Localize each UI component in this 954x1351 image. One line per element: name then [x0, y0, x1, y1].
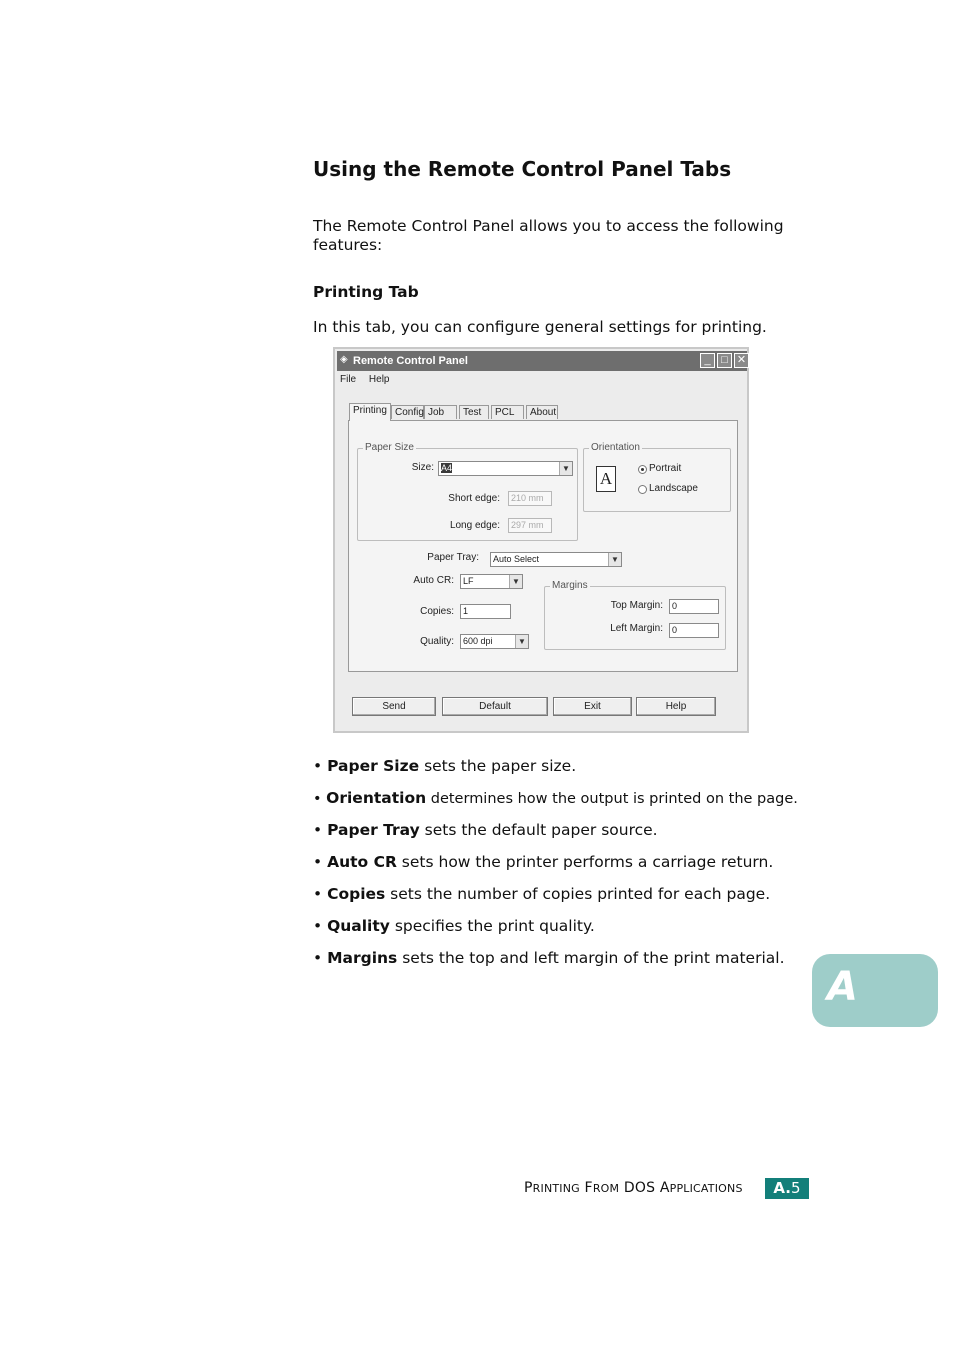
bullet-text: determines how the output is printed on the page.	[426, 791, 798, 807]
bullet-quality: • Quality specifies the print quality.	[313, 917, 595, 935]
orientation-group	[583, 442, 731, 512]
paper-tray-label: Paper Tray:	[427, 552, 479, 563]
copies-label: Copies:	[420, 606, 454, 617]
menu-help[interactable]: Help	[368, 374, 390, 385]
footer-title	[524, 1180, 743, 1196]
chevron-down-icon: ▼	[559, 462, 572, 475]
intro-paragraph: The Remote Control Panel allows you to access the following features:	[313, 217, 784, 254]
bullet-paper-size: • Paper Size sets the paper size.	[313, 757, 577, 775]
quality-value: 600 dpi	[463, 636, 493, 646]
app-icon: ◈	[340, 354, 348, 365]
menu-file[interactable]: File	[340, 374, 357, 385]
bullet-term: Quality	[327, 917, 390, 935]
quality-label: Quality:	[420, 636, 454, 647]
margins-group	[544, 580, 726, 650]
paper-tray-select[interactable]	[490, 552, 622, 567]
auto-cr-value: LF	[463, 576, 474, 586]
bullet-term: Copies	[327, 885, 386, 903]
tab-config[interactable]: Config	[391, 405, 424, 419]
footer-word: FROM	[584, 1180, 620, 1196]
bullet-margins: • Margins sets the top and left margin of the print material.	[313, 949, 785, 967]
footer-word: APPLICATIONS	[659, 1180, 743, 1196]
portrait-page-icon: A	[596, 466, 616, 492]
long-edge-field: 297 mm	[508, 518, 552, 533]
help-button[interactable]: Help	[636, 697, 716, 716]
landscape-label: Landscape	[649, 483, 698, 494]
top-margin-field[interactable]: 0	[669, 599, 719, 614]
left-margin-field[interactable]: 0	[669, 623, 719, 638]
paper-tray-value: Auto Select	[493, 554, 540, 564]
bullet-term: Auto CR	[327, 853, 397, 871]
copies-field[interactable]: 1	[460, 604, 511, 619]
size-value: A4	[441, 463, 453, 473]
short-edge-field: 210 mm	[508, 491, 552, 506]
bullet-term: Orientation	[326, 789, 427, 807]
exit-button[interactable]: Exit	[553, 697, 632, 716]
bullet-term: Paper Tray	[327, 821, 420, 839]
quality-select[interactable]	[460, 634, 529, 649]
menu-bar	[340, 374, 399, 385]
page-heading: Using the Remote Control Panel Tabs	[313, 157, 732, 181]
long-edge-label: Long edge:	[449, 520, 500, 531]
bullet-copies: • Copies sets the number of copies printed for each page.	[313, 885, 771, 903]
footer-word: PRINTING	[524, 1180, 580, 1196]
printing-tab-pane	[348, 420, 738, 672]
margins-group-label: Margins	[552, 580, 588, 591]
bullet-orientation: • Orientation determines how the output is printed on the page.	[313, 789, 798, 807]
bullet-text: sets the number of copies printed for each page.	[385, 885, 771, 903]
portrait-radio[interactable]	[638, 465, 647, 474]
tab-printing[interactable]: Printing	[349, 403, 391, 421]
bullet-text: sets how the printer performs a carriage return.	[396, 853, 774, 871]
printing-tab-heading: Printing Tab	[313, 283, 419, 301]
send-button[interactable]: Send	[352, 697, 436, 716]
chevron-down-icon: ▼	[608, 553, 621, 566]
bullet-text: sets the default paper source.	[419, 821, 658, 839]
auto-cr-label: Auto CR:	[413, 575, 454, 586]
left-margin-label: Left Margin:	[610, 623, 663, 634]
remote-control-panel-screenshot	[333, 347, 749, 733]
size-label: Size:	[411, 462, 434, 473]
top-margin-label: Top Margin:	[610, 600, 663, 611]
portrait-label: Portrait	[649, 463, 682, 474]
bullet-text: specifies the print quality.	[389, 917, 595, 935]
footer-word: DOS	[623, 1180, 656, 1196]
chapter-tab	[812, 954, 938, 1027]
window-title: Remote Control Panel	[353, 355, 468, 367]
chevron-down-icon: ▼	[509, 575, 522, 588]
tab-job[interactable]: Job	[424, 405, 457, 419]
orientation-group-label: Orientation	[591, 442, 640, 453]
bullet-term: Paper Size	[327, 757, 420, 775]
printing-tab-intro: In this tab, you can configure general settings for printing.	[313, 318, 767, 336]
tab-about[interactable]: About	[526, 405, 558, 419]
paper-size-group	[357, 442, 578, 541]
paper-size-group-label: Paper Size	[365, 442, 414, 453]
bullet-text: sets the paper size.	[419, 757, 577, 775]
size-select[interactable]	[438, 461, 573, 476]
close-icon[interactable]: ✕	[734, 353, 749, 368]
tab-test[interactable]: Test	[459, 405, 489, 419]
title-bar	[337, 351, 747, 371]
chapter-letter: A	[827, 964, 858, 1010]
bullet-text: sets the top and left margin of the print material.	[397, 949, 785, 967]
maximize-icon[interactable]: □	[717, 353, 732, 368]
chevron-down-icon: ▼	[515, 635, 528, 648]
bullet-auto-cr: • Auto CR sets how the printer performs a carriage return.	[313, 853, 774, 871]
bullet-term: Margins	[327, 949, 398, 967]
auto-cr-select[interactable]	[460, 574, 523, 589]
default-button[interactable]: Default	[442, 697, 548, 716]
tab-pcl[interactable]: PCL	[491, 405, 524, 419]
short-edge-label: Short edge:	[448, 493, 500, 504]
page-number: A.5	[765, 1178, 809, 1199]
landscape-radio[interactable]	[638, 485, 647, 494]
bullet-paper-tray: • Paper Tray sets the default paper source.	[313, 821, 658, 839]
minimize-icon[interactable]: _	[700, 353, 715, 368]
